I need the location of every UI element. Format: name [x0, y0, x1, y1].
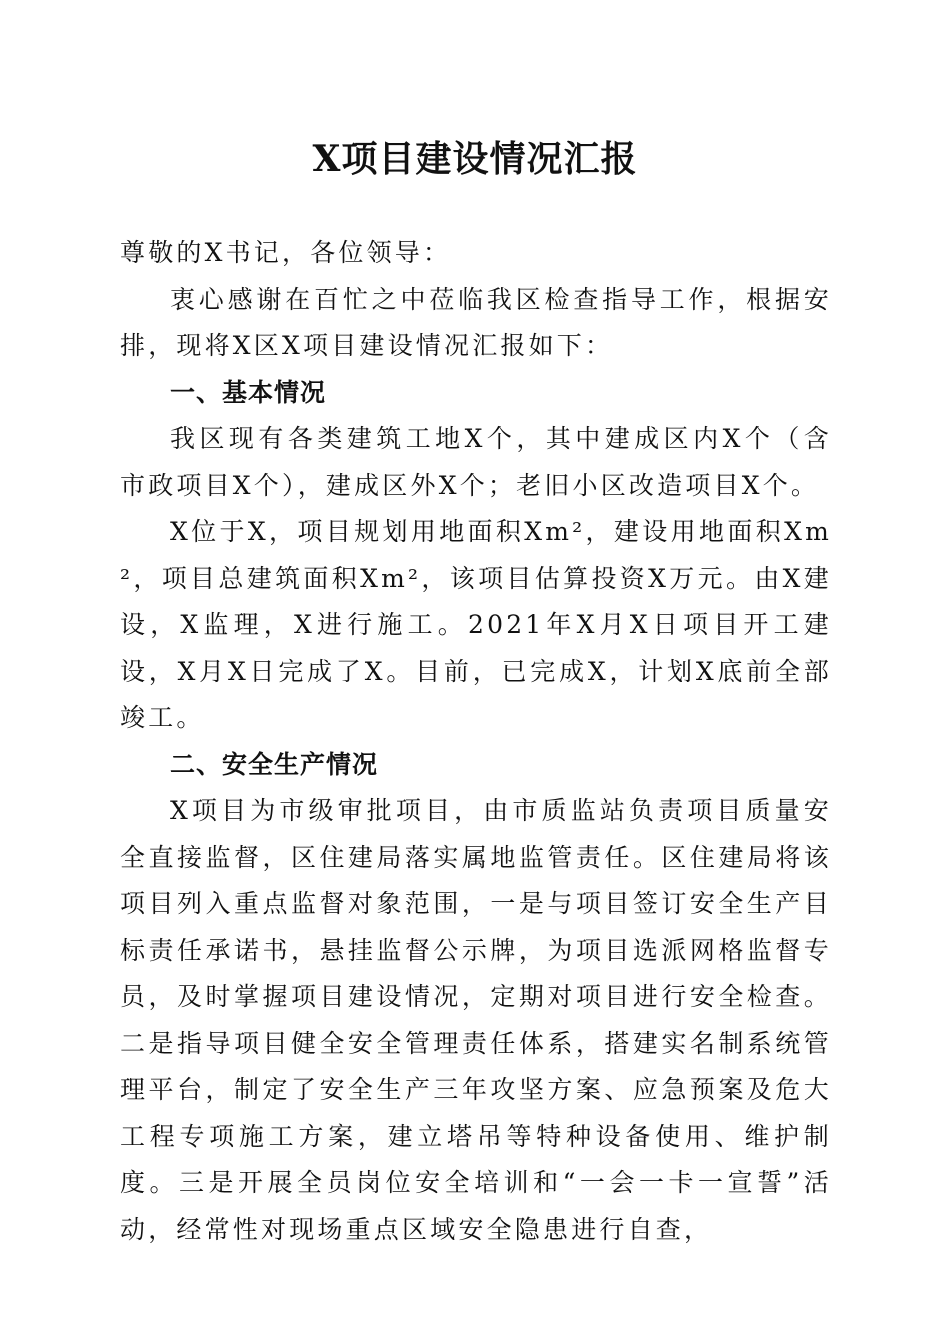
- basic-info-paragraph-1: 我区现有各类建筑工地X个，其中建成区内X个（含市政项目X个），建成区外X个；老旧小区改造项目X个。: [120, 424, 832, 500]
- intro-paragraph: 衷心感谢在百忙之中莅临我区检查指导工作，根据安排，现将X区X项目建设情况汇报如下：: [120, 284, 832, 360]
- basic-info-paragraph-2: X位于X，项目规划用地面积Xm²，建设用地面积Xm²，项目总建筑面积Xm²，该项目估算投资X万元。由X建设，X监理，X进行施工。2021年X月X日项目开工建设，X月X日完成了X。目前，已完成X，计划X底前全部竣工。: [120, 517, 832, 732]
- section-heading-basic-info: 一、基本情况: [170, 377, 327, 407]
- section-heading-safety: 二、安全生产情况: [170, 749, 379, 779]
- document-body: [120, 230, 832, 1253]
- safety-paragraph-1: X项目为市级审批项目，由市质监站负责项目质量安全直接监督，区住建局落实属地监管责任。区住建局将该项目列入重点监督对象范围，一是与项目签订安全生产目标责任承诺书，悬挂监督公示牌，为项目选派网格监督专员，及时掌握项目建设情况，定期对项目进行安全检查。二是指导项目健全安全管理责任体系，搭建实名制系统管理平台，制定了安全生产三年攻坚方案、应急预案及危大工程专项施工方案，建立塔吊等特种设备使用、维护制度。三是开展全员岗位安全培训和“一会一卡一宣誓”活动，经常性对现场重点区域安全隐患进行自查，: [120, 796, 832, 1244]
- document-title: X项目建设情况汇报: [312, 138, 638, 180]
- salutation: 尊敬的X书记，各位领导：: [120, 238, 452, 267]
